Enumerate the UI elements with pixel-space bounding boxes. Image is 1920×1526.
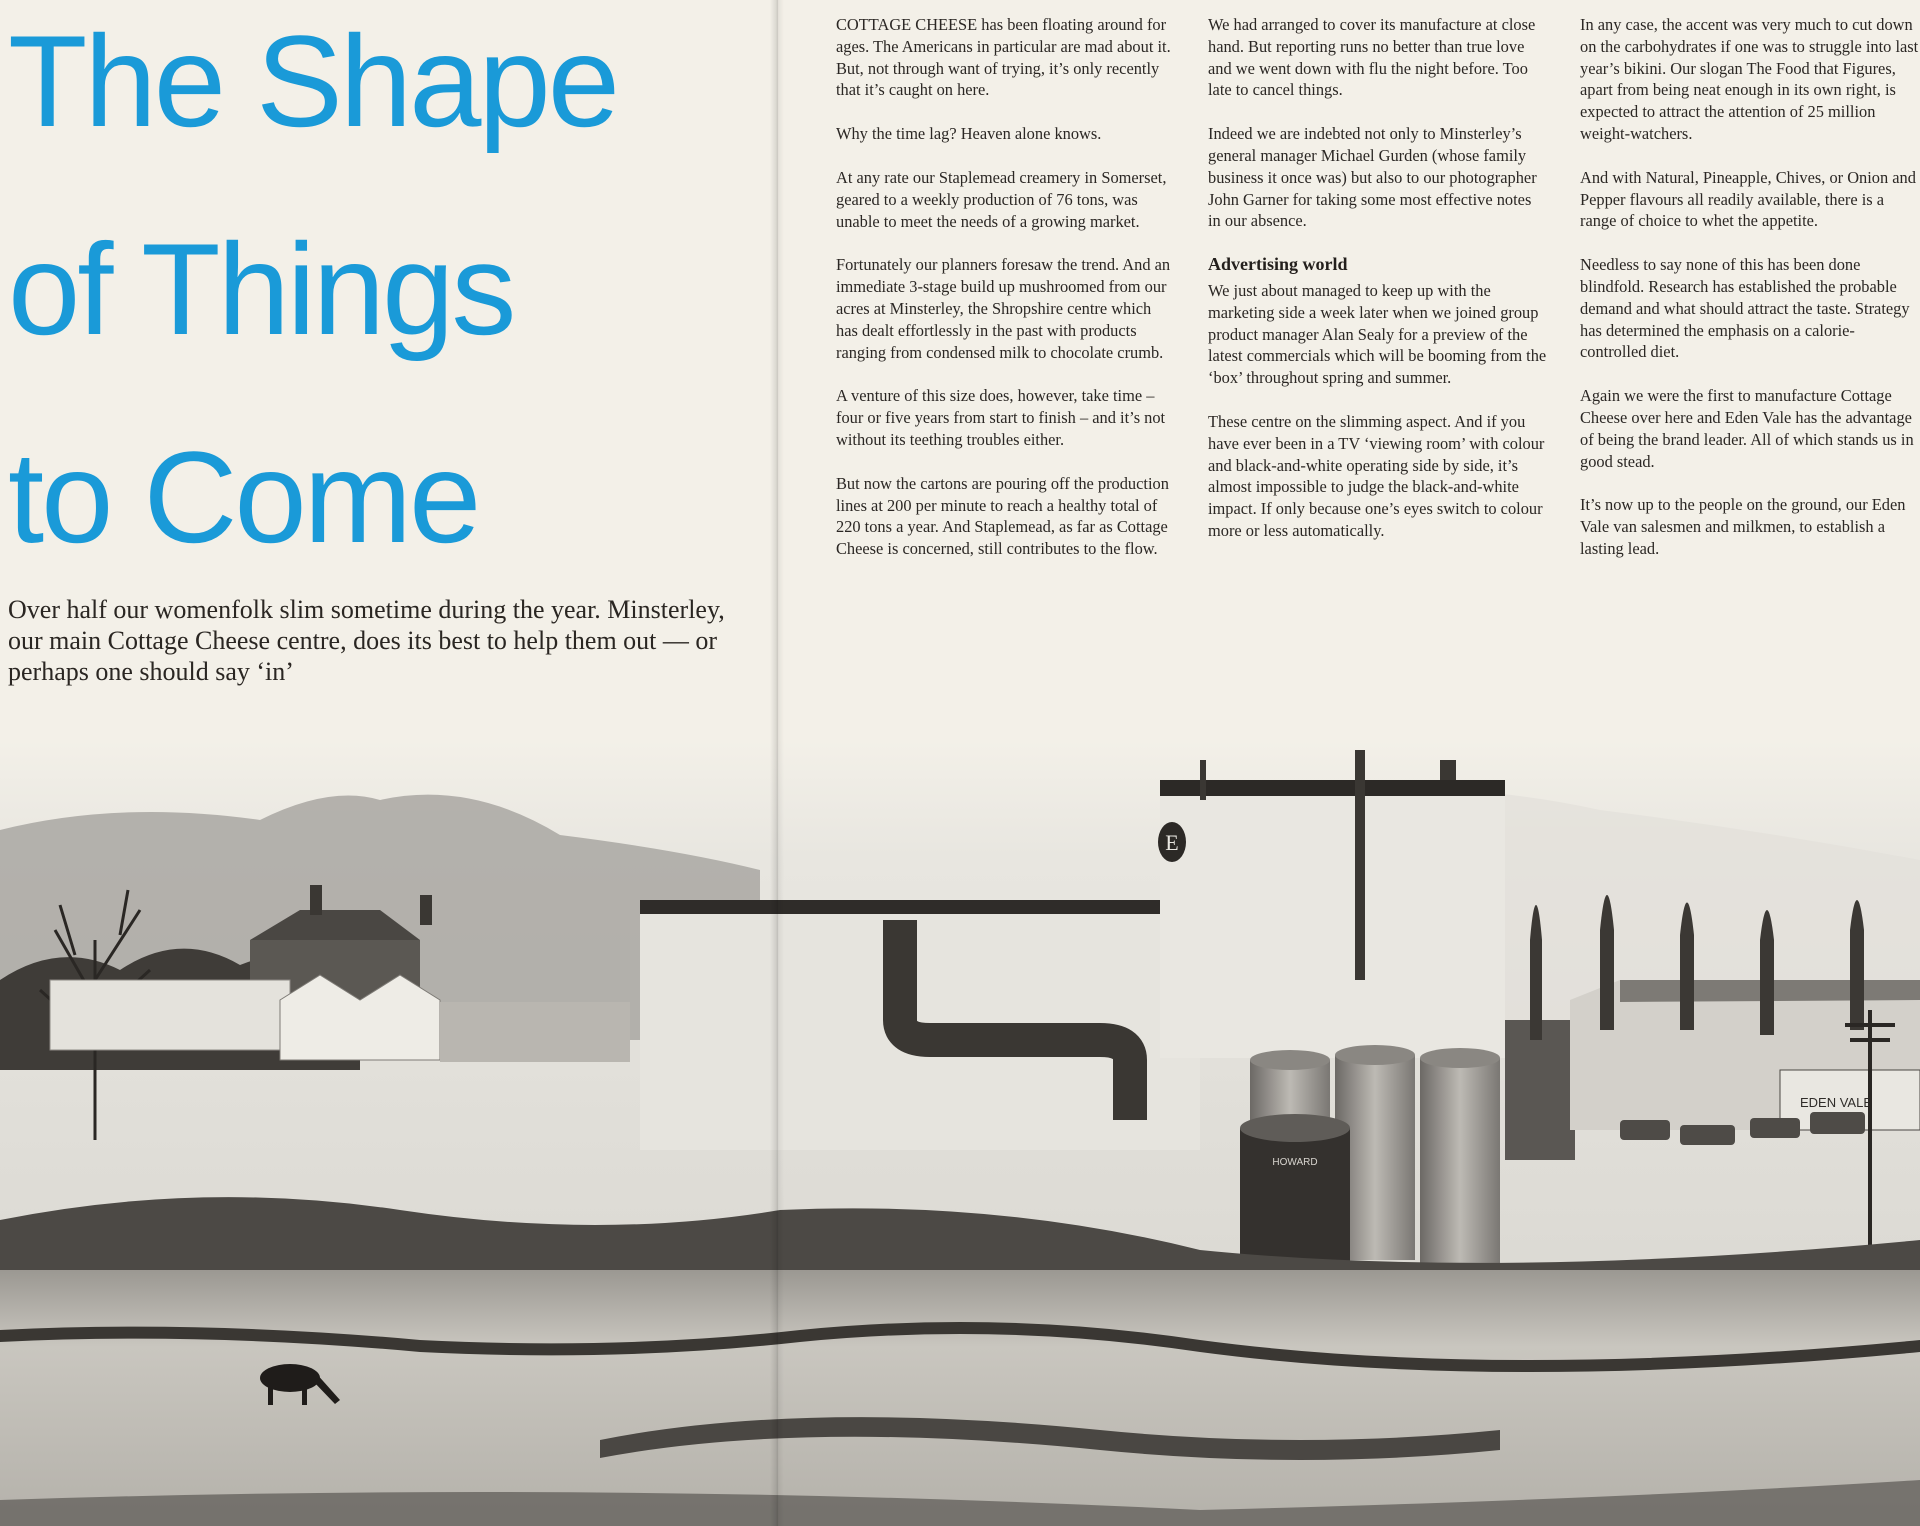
paragraph: We had arranged to cover its manufacture at close hand. But reporting runs no better than true love and we went down with flu the night before. Too late to cancel things. bbox=[1208, 15, 1536, 100]
headline-line-1: The Shape bbox=[8, 8, 618, 154]
paragraph: Needless to say none of this has been done blindfold. Research has established the probable demand and what should attract the taste. Strategy has determined the emphasis on a calorie-controlled diet. bbox=[1580, 255, 1910, 362]
article-column-2 bbox=[1208, 14, 1548, 564]
factory-logo-letter: E bbox=[1165, 830, 1179, 855]
headline-line-3: to Come bbox=[8, 424, 479, 570]
paragraph: We just about managed to keep up with the marketing side a week later when we joined group product manager Alan Sealy for a preview of the latest commercials which will be booming from the ‘box’ throughout spring and summer. bbox=[1208, 280, 1547, 388]
standfirst: Over half our womenfolk slim sometime during the year. Minsterley, our main Cottage Cheese centre, does its best to help them out — or perhaps one should say ‘in’ bbox=[8, 595, 725, 686]
paragraph: It’s now up to the people on the ground, our Eden Vale van salesmen and milkmen, to establish a lasting lead. bbox=[1580, 495, 1906, 558]
factory-photograph bbox=[0, 740, 1920, 1526]
van-label: EDEN VALE bbox=[1800, 1095, 1873, 1110]
article-column-1 bbox=[836, 14, 1176, 582]
paragraph: Again we were the first to manufacture Cottage Cheese over here and Eden Vale has the advantage of being the brand leader. All of which stands us in good stead. bbox=[1580, 386, 1914, 471]
paragraph: Indeed we are indebted not only to Minsterley’s general manager Michael Gurden (whose family business it once was) but also to our photographer John Garner for taking some most effective notes in our absence. bbox=[1208, 124, 1537, 231]
paragraph: And with Natural, Pineapple, Chives, or Onion and Pepper flavours all readily available, there is a range of choice to whet the appetite. bbox=[1580, 167, 1916, 231]
page-gutter bbox=[770, 0, 784, 1526]
paragraph: In any case, the accent was very much to cut down on the carbohydrates if one was to struggle into last year’s bikini. Our slogan The Food that Figures, apart from being neat enough in its own right, is expected to attract the attention of 25 million weight-watchers. bbox=[1580, 15, 1919, 143]
paragraph: At any rate our Staplemead creamery in Somerset, geared to a weekly production of 76 tons, was unable to meet the needs of a growing market. bbox=[836, 167, 1167, 231]
tank-label: HOWARD bbox=[1272, 1157, 1318, 1168]
paragraph: COTTAGE CHEESE has been floating around for ages. The Americans in particular are mad about it. But, not through want of trying, it’s only recently that it’s caught on here. bbox=[836, 15, 1171, 100]
paragraph: Fortunately our planners foresaw the trend. And an immediate 3-stage build up mushroomed from our acres at Minsterley, the Shropshire centre which has dealt effortlessly in the past with products ranging from condensed milk to chocolate crumb. bbox=[836, 255, 1171, 362]
paragraph: These centre on the slimming aspect. And if you have ever been in a TV ‘viewing room’ with colour and black-and-white operating side by side, it’s almost impossible to judge the black-and-white impact. If only because one’s eyes switch to colour more or less automatically. bbox=[1208, 411, 1545, 540]
headline-line-2: of Things bbox=[8, 216, 514, 362]
pasture bbox=[0, 1270, 1920, 1526]
article-column-3 bbox=[1580, 14, 1920, 582]
paragraph: Why the time lag? Heaven alone knows. bbox=[836, 124, 1102, 144]
paragraph: But now the cartons are pouring off the production lines at 200 per minute to reach a healthy total of 220 tons a year. And Staplemead, as far as Cottage Cheese is concerned, still contributes to the flow. bbox=[836, 473, 1169, 559]
paragraph: A venture of this size does, however, take time – four or five years from start to finish – and it’s not without its teething troubles either. bbox=[836, 386, 1166, 449]
subheading: Advertising world bbox=[1208, 254, 1348, 275]
